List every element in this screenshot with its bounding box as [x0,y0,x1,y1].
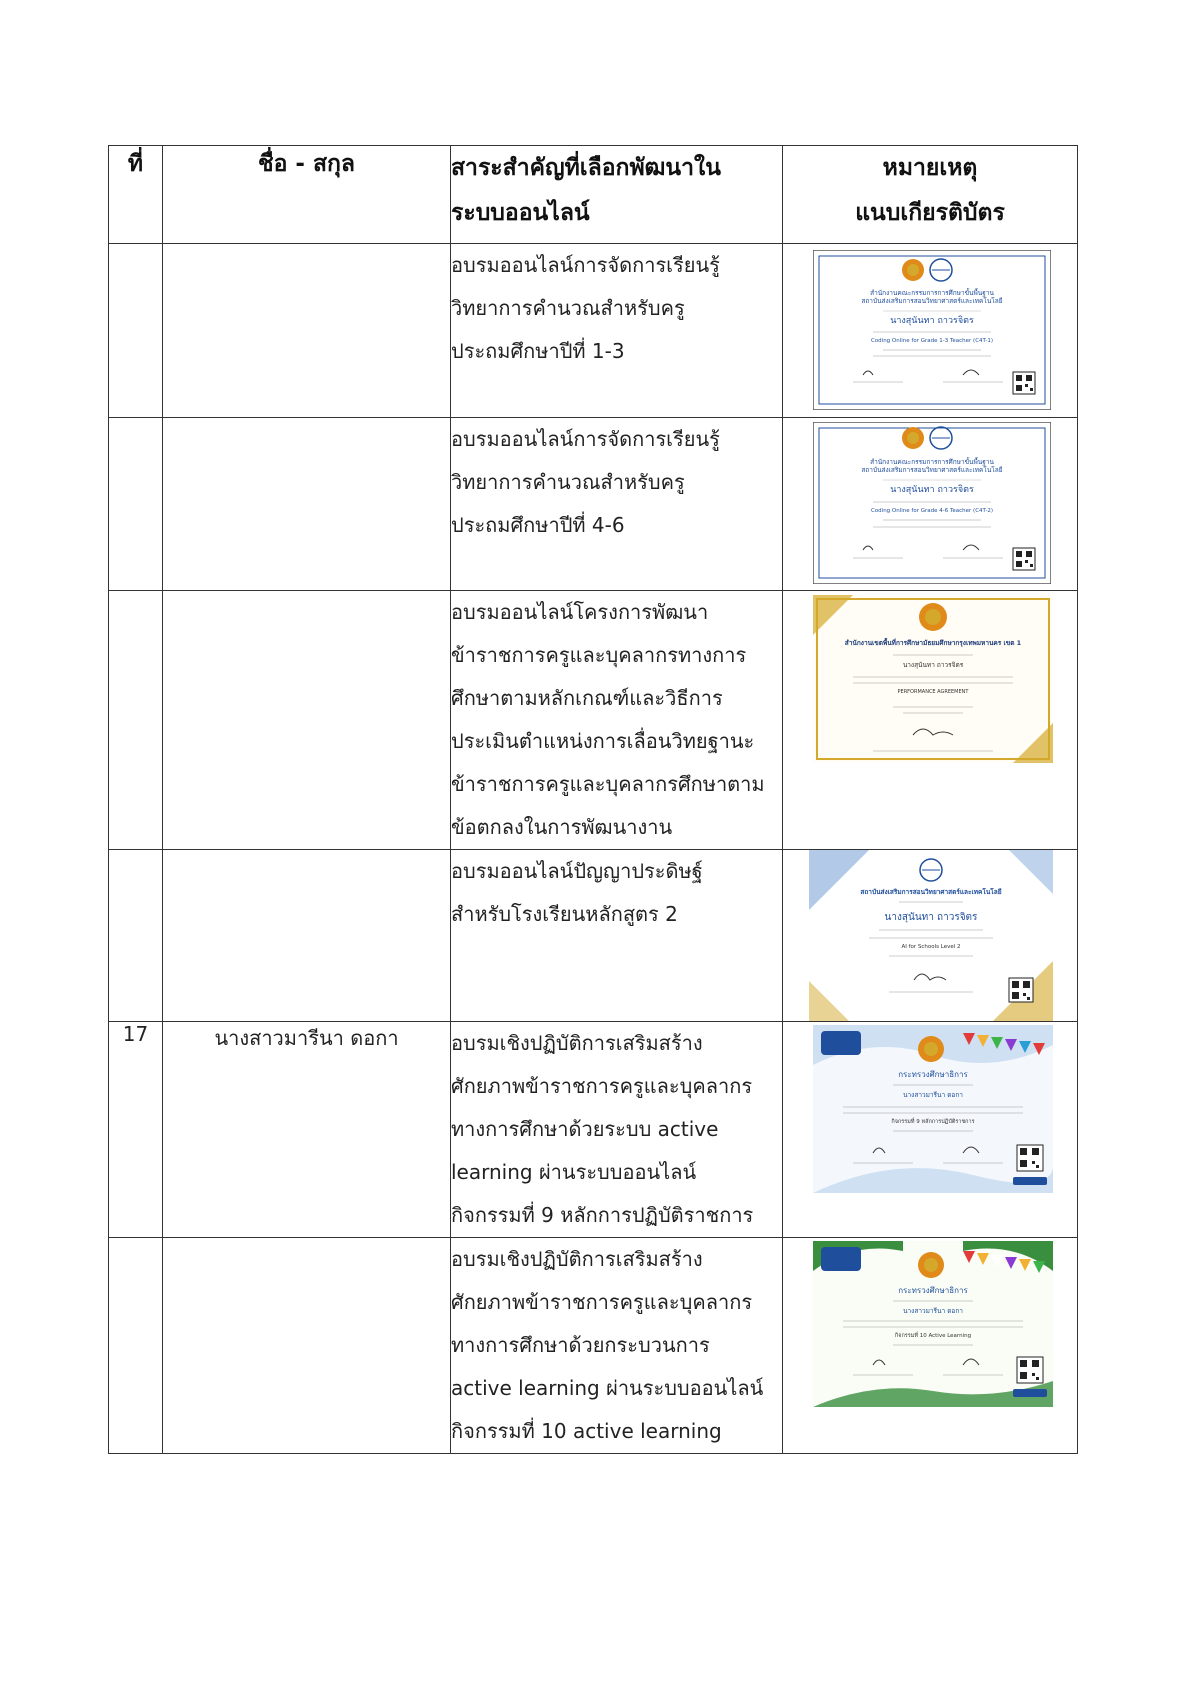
topic-line: อบรมออนไลน์โครงการพัฒนา [451,600,709,624]
row-certificate-cell [783,418,1078,591]
row-name [163,1238,451,1454]
topic-line: ข้าราชการครูและบุคลากรศึกษาตาม [451,772,765,796]
topic-line: ศึกษาตามหลักเกณฑ์และวิธีการ [451,686,723,710]
topic-line: กิจกรรมที่ 9 หลักการปฏิบัติราชการ [451,1203,754,1227]
topic-line: อบรมเชิงปฏิบัติการเสริมสร้าง [451,1247,703,1271]
topic-line: กิจกรรมที่ 10 active learning [451,1419,722,1443]
cert-org: สำนักงานคณะกรรมการการศึกษาขั้นพื้นฐาน [870,458,994,466]
certificate-image [813,595,1053,763]
row-number [109,244,163,418]
cert-org2: สถาบันส่งเสริมการสอนวิทยาศาสตร์และเทคโนโลยี [861,297,1003,305]
cert-recipient: นางสุนันทา ถาวรจิตร [902,661,964,669]
certificate-image [809,850,1053,1021]
topic-line: ประเมินตำแหน่งการเลื่อนวิทยฐานะ [451,729,755,753]
topic-line: สำหรับโรงเรียนหลักสูตร 2 [451,902,678,926]
cert-course: AI for Schools Level 2 [901,944,961,950]
row-name [163,591,451,850]
row-topic [451,1238,783,1454]
cert-recipient: นางสุนันทา ถาวรจิตร [890,485,974,495]
row-number [109,591,163,850]
topic-line: ข้าราชการครูและบุคลากรทางการ [451,643,747,667]
header-remark-line1: หมายเหตุ [882,155,978,181]
topic-line: ประถมศึกษาปีที่ 4-6 [451,513,625,537]
certificate-image [813,250,1051,410]
cert-recipient: นางสุนันทา ถาวรจิตร [884,912,978,923]
row-name [163,418,451,591]
table-row [109,418,1078,591]
header-topic [451,146,783,244]
cert-course: PERFORMANCE AGREEMENT [897,689,969,695]
row-number: 17 [109,1022,163,1238]
cert-org: สำนักงานคณะกรรมการการศึกษาขั้นพื้นฐาน [870,289,994,297]
topic-line: ทางการศึกษาด้วยกระบวนการ [451,1333,710,1357]
row-certificate-cell [783,1022,1078,1238]
topic-line: active learning ผ่านระบบออนไลน์ [451,1376,764,1400]
row-number [109,418,163,591]
row-topic [451,591,783,850]
row-certificate-cell [783,850,1078,1022]
row-topic [451,850,783,1022]
cert-org: สำนักงานเขตพื้นที่การศึกษามัธยมศึกษากรุงเทพมหานคร เขต 1 [844,639,1022,647]
topic-line: อบรมออนไลน์ปัญญาประดิษฐ์ [451,859,703,883]
topic-line: วิทยาการคำนวณสำหรับครู [451,470,685,494]
table-row [109,1238,1078,1454]
header-remark-line2: แนบเกียรติบัตร [855,200,1005,226]
training-table [108,145,1078,1454]
row-name [163,850,451,1022]
header-topic-line2: ระบบออนไลน์ [451,200,590,226]
topic-line: learning ผ่านระบบออนไลน์ [451,1160,697,1184]
row-certificate-cell [783,591,1078,850]
topic-line: ศักยภาพข้าราชการครูและบุคลากร [451,1290,753,1314]
certificate-image [813,422,1051,584]
row-topic [451,418,783,591]
cert-recipient: นางสาวมารีนา ดอกา [903,1091,963,1099]
row-topic [451,1022,783,1238]
row-topic [451,244,783,418]
header-row [109,146,1078,244]
topic-line: ข้อตกลงในการพัฒนางาน [451,815,673,839]
topic-line: อบรมเชิงปฏิบัติการเสริมสร้าง [451,1031,703,1055]
certificate-image [813,1025,1053,1193]
table-row [109,591,1078,850]
header-remark [783,146,1078,244]
cert-org: กระทรวงศึกษาธิการ [898,1070,968,1079]
row-name [163,244,451,418]
table-row [109,850,1078,1022]
row-number [109,850,163,1022]
header-topic-line1: สาระสำคัญที่เลือกพัฒนาใน [451,155,721,181]
cert-course: กิจกรรมที่ 9 หลักการปฏิบัติราชการ [891,1119,975,1125]
cert-org2: สถาบันส่งเสริมการสอนวิทยาศาสตร์และเทคโนโลยี [861,466,1003,474]
cert-course: Coding Online for Grade 4-6 Teacher (C4T-2) [870,508,994,514]
header-name: ชื่อ - สกุล [163,146,451,244]
row-certificate-cell [783,1238,1078,1454]
topic-line: วิทยาการคำนวณสำหรับครู [451,296,685,320]
certificate-image [813,1241,1053,1407]
topic-line: ทางการศึกษาด้วยระบบ active [451,1117,719,1141]
cert-org: สถาบันส่งเสริมการสอนวิทยาศาสตร์และเทคโนโลยี [860,888,1002,896]
topic-line: อบรมออนไลน์การจัดการเรียนรู้ [451,427,720,451]
topic-line: ศักยภาพข้าราชการครูและบุคลากร [451,1074,753,1098]
topic-line: อบรมออนไลน์การจัดการเรียนรู้ [451,253,720,277]
header-no: ที่ [109,146,163,244]
cert-recipient: นางสาวมารีนา ดอกา [903,1307,963,1315]
cert-org: กระทรวงศึกษาธิการ [898,1286,968,1295]
cert-recipient: นางสุนันทา ถาวรจิตร [890,316,974,326]
cert-course: Coding Online for Grade 1-3 Teacher (C4T-1) [870,338,994,344]
row-certificate-cell [783,244,1078,418]
row-number [109,1238,163,1454]
table-row [109,244,1078,418]
topic-line: ประถมศึกษาปีที่ 1-3 [451,339,625,363]
cert-course: กิจกรรมที่ 10 Active Learning [894,1333,972,1339]
table-row [109,1022,1078,1238]
row-name: นางสาวมารีนา ดอกา [163,1022,451,1238]
